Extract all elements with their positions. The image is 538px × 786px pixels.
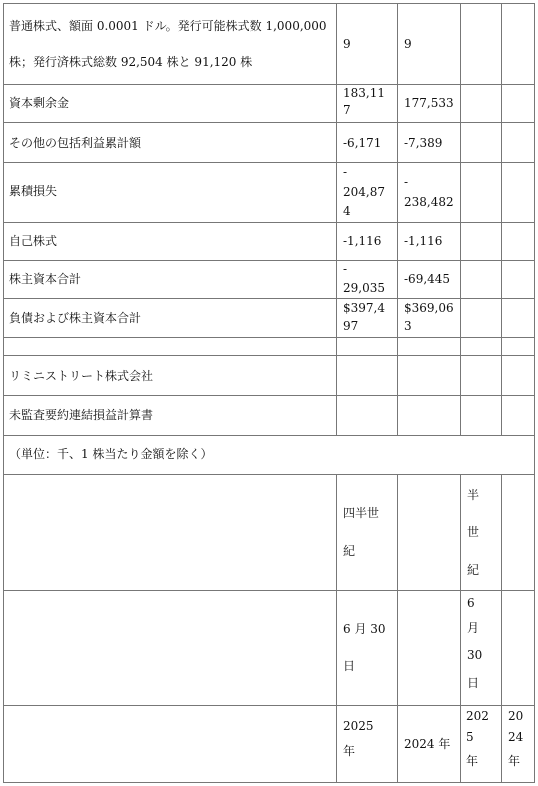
header-year: 年	[466, 754, 479, 768]
header-year: 202	[466, 709, 489, 723]
value-2025: $397,4	[343, 301, 385, 315]
header-date: 日	[467, 676, 480, 690]
value-2024: $369,06	[404, 301, 454, 315]
row-label: 株主資本合計	[9, 272, 82, 286]
units-note: （単位：千、1 株当たり金額を除く）	[9, 447, 213, 461]
row-label: その他の包括利益累計額	[9, 136, 142, 150]
header-period-half: 世	[467, 525, 480, 539]
header-date: 日	[343, 659, 356, 673]
value-2024: -69,445	[404, 272, 451, 286]
value-2025: 97	[343, 319, 359, 333]
value-2025: -	[343, 262, 348, 276]
row-label: 資本剰余金	[9, 96, 70, 110]
header-year: 年	[343, 744, 356, 758]
value-2025: 204,87	[343, 185, 385, 199]
value-2024: 9	[404, 37, 412, 51]
value-2024: 238,482	[404, 195, 454, 209]
row-label: 普通株式、額面 0.0001 ドル。発行可能株式数 1,000,000	[9, 19, 327, 33]
header-year: 2024 年	[404, 737, 451, 751]
value-2025: 29,035	[343, 281, 385, 295]
value-2024: -7,389	[404, 136, 443, 150]
value-2024: -	[404, 175, 409, 189]
value-2025: -1,116	[343, 234, 382, 248]
header-date: 6 月 30	[343, 622, 386, 636]
header-year: 2025	[343, 719, 374, 733]
value-2025: 4	[343, 204, 351, 218]
header-date: 30	[467, 648, 483, 662]
value-2025: 183,11	[343, 86, 385, 100]
header-period-half: 半	[467, 488, 480, 502]
value-2024: 3	[404, 319, 412, 333]
row-label: 負債および株主資本合計	[9, 311, 142, 325]
header-year: 20	[508, 709, 524, 723]
value-2024: 177,533	[404, 96, 454, 110]
value-2024: -1,116	[404, 234, 443, 248]
header-date: 6	[467, 596, 475, 610]
value-2025: -6,171	[343, 136, 382, 150]
company-name: リミニストリート株式会社	[9, 369, 154, 383]
value-2025: -	[343, 165, 348, 179]
header-date: 月	[467, 621, 480, 635]
header-period-quarter: 四半世	[343, 506, 380, 520]
header-year: 年	[508, 754, 521, 768]
header-period-quarter: 紀	[343, 544, 356, 558]
header-year: 24	[508, 730, 524, 744]
statement-title: 未監査要約連結損益計算書	[9, 408, 154, 422]
row-label: 累積損失	[9, 184, 58, 198]
value-2025: 9	[343, 37, 351, 51]
value-2025: 7	[343, 103, 351, 117]
row-label: 自己株式	[9, 234, 58, 248]
header-year: 5	[466, 730, 474, 744]
row-label: 株；発行済株式総数 92,504 株と 91,120 株	[9, 55, 253, 69]
header-period-half: 紀	[467, 563, 480, 577]
